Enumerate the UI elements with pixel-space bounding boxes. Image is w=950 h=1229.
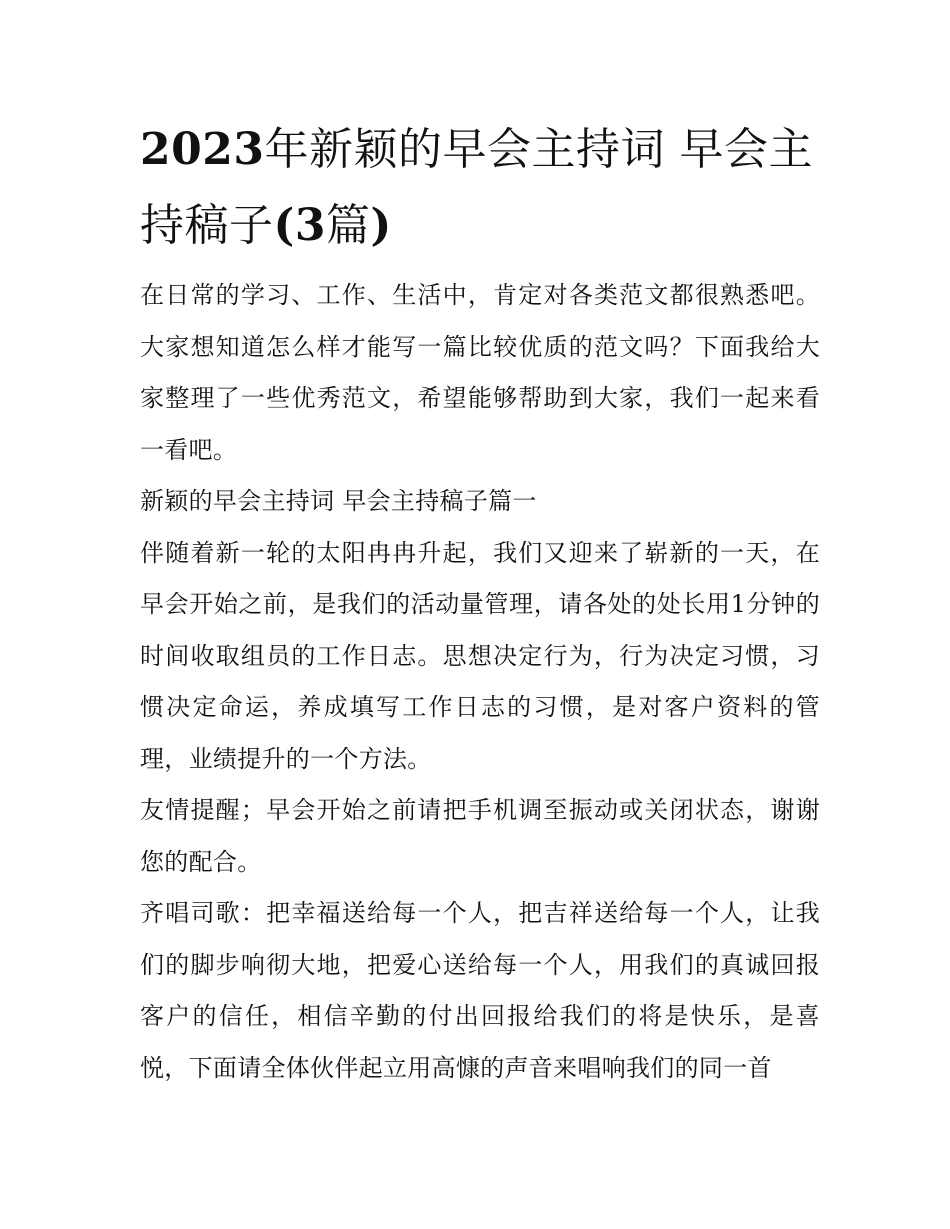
body-paragraph: 友情提醒；早会开始之前请把手机调至振动或关闭状态，谢谢您的配合。 xyxy=(140,796,820,876)
document-body xyxy=(140,112,820,1094)
title-count-unit: 篇 xyxy=(325,200,371,251)
title-count-close: ) xyxy=(370,200,392,251)
body-paragraph: 伴随着新一轮的太阳冉冉升起，我们又迎来了崭新的一天，在早会开始之前，是我们的活动量管理，请各处的处长用1分钟的时间收取组员的工作日志。思想决定行为，行为决定习惯，习惯决定命运，养成填写工作日志的习惯，是对客户资料的管理，业绩提升的一个方法。 xyxy=(140,538,820,773)
title-count-open: (3 xyxy=(273,200,326,251)
title-main: 年新颖的早会主持词 早会主持稿子 xyxy=(140,124,813,251)
title-year: 2023 xyxy=(140,124,265,175)
body-paragraph: 齐唱司歌：把幸福送给每一个人，把吉祥送给每一个人，让我们的脚步响彻大地，把爱心送给每一个人，用我们的真诚回报客户的信任，相信辛勤的付出回报给我们的将是快乐，是喜悦，下面请全体伙伴起立用高慷的声音来唱响我们的同一首 xyxy=(140,899,820,1082)
intro-paragraph: 在日常的学习、工作、生活中，肯定对各类范文都很熟悉吧。大家想知道怎么样才能写一篇比较优质的范文吗？下面我给大家整理了一些优秀范文，希望能够帮助到大家，我们一起来看一看吧。 xyxy=(140,281,820,464)
document-title xyxy=(140,112,820,264)
section-heading: 新颖的早会主持词 早会主持稿子篇一 xyxy=(140,487,537,515)
